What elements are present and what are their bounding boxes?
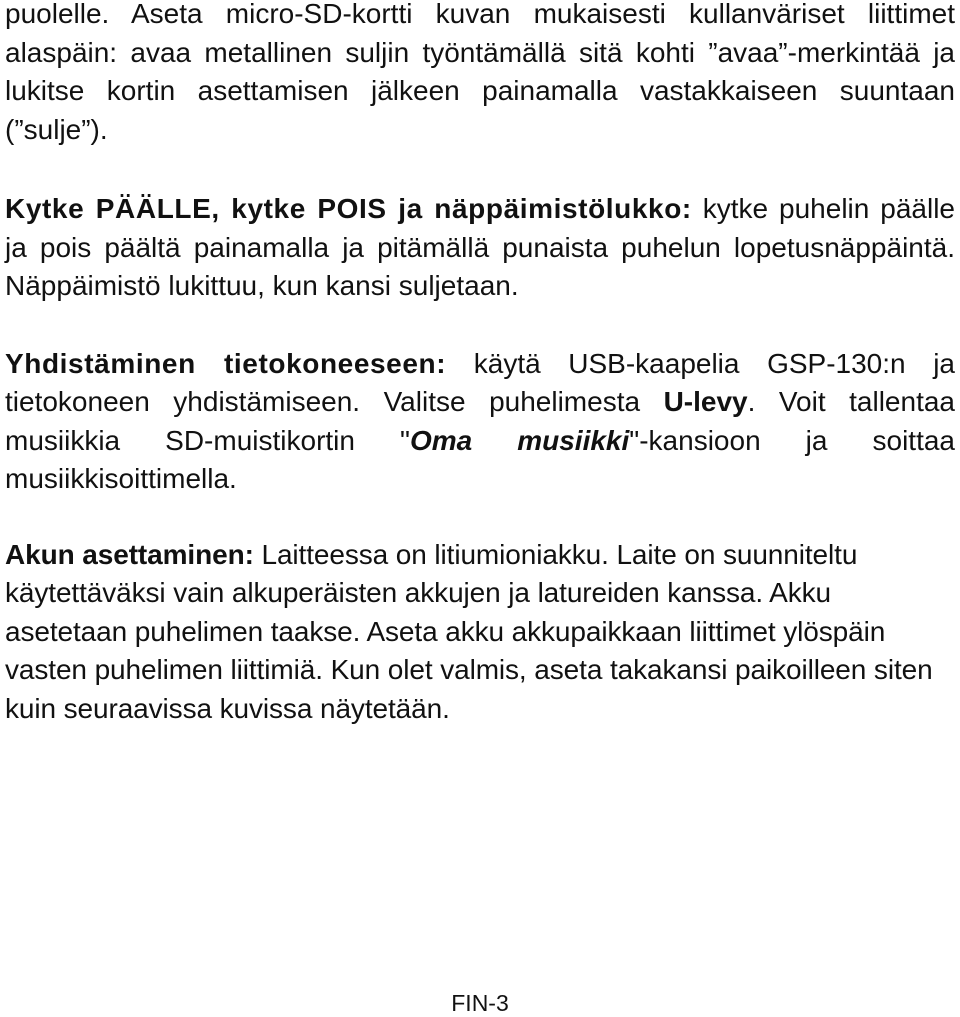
paragraph-battery xyxy=(5,536,955,729)
paragraph-text: . Voit tallentaa musiikkia SD-muistikortin " xyxy=(5,386,955,456)
folder-name: Oma musiikki xyxy=(409,424,630,456)
paragraph-text: käytä USB-kaapelia GSP-130:n ja tietokoneen yhdistämiseen. Valitse puhelimesta xyxy=(5,347,955,417)
page-number: FIN-3 xyxy=(451,990,509,1016)
paragraph-power-keylock xyxy=(5,190,955,306)
paragraph-text: puolelle. Aseta micro-SD-kortti kuvan mukaisesti kullanväriset liittimet alaspäin: avaa metallinen suljin työntämällä sitä kohti ”avaa”-merkintää ja lukitse kortin asettamisen jälkeen painamalla vastakkaiseen suuntaan (”sulje”). xyxy=(5,0,955,145)
paragraph-sd-card xyxy=(5,0,955,149)
document-page xyxy=(5,0,955,728)
menu-option-u-levy: U-levy xyxy=(663,386,748,417)
paragraph-text: kytke puhelin päälle ja pois päältä painamalla ja pitämällä punaista puhelun lopetusnäppäintä. Näppäimistö lukittuu, kun kansi suljetaan. xyxy=(5,193,955,301)
paragraph-text: "-kansioon ja soittaa musiikkisoittimella. xyxy=(5,424,955,494)
paragraph-text: Laitteessa on litiumioniakku. Laite on suunniteltu käytettäväksi vain alkuperäisten akkujen ja latureiden kanssa. Akku asetetaan puhelimen taakse. Aseta akku akkupaikkaan liittimet ylöspäin vasten puhelimen liittimiä. Kun olet valmis, aseta takakansi paikoilleen siten kuin seuraavissa kuvissa näytetään. xyxy=(5,538,933,724)
section-heading-power: Kytke PÄÄLLE, kytke POIS ja näppäimistölukko: xyxy=(5,193,692,224)
paragraph-computer-connection xyxy=(5,345,955,499)
section-heading-battery: Akun asettaminen: xyxy=(5,538,254,570)
section-heading-computer: Yhdistäminen tietokoneeseen: xyxy=(5,347,447,379)
